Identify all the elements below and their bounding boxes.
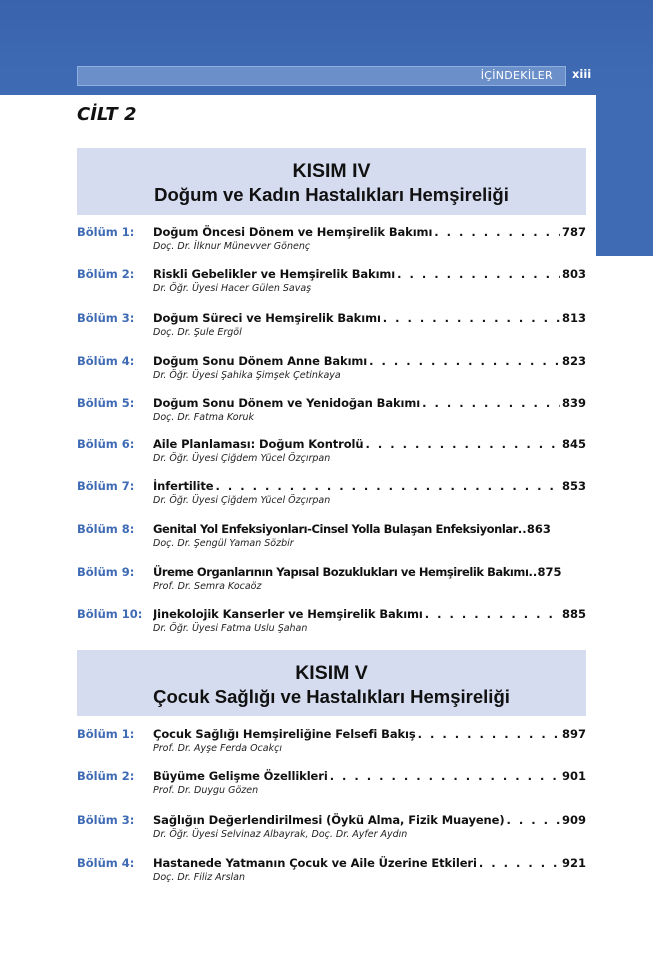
chapter-label: Bölüm 5:: [77, 396, 135, 410]
header-label: İÇİNDEKİLER: [480, 69, 553, 82]
dot-leader: [425, 607, 560, 621]
chapter-author: Doç. Dr. Şengül Yaman Sözbir: [153, 538, 294, 549]
chapter-author: Dr. Öğr. Üyesi Fatma Uslu Şahan: [153, 623, 308, 634]
part-title: Çocuk Sağlığı ve Hastalıkları Hemşireliği: [153, 686, 510, 707]
chapter-label: Bölüm 1:: [77, 225, 135, 239]
dot-leader: [434, 225, 560, 239]
chapter-title: Doğum Sonu Dönem ve Yenidoğan Bakımı: [153, 396, 421, 410]
chapter-page: 813: [561, 311, 586, 325]
toc-entry[interactable]: [77, 354, 586, 388]
chapter-page: 853: [561, 479, 586, 493]
chapter-title: Hastanede Yatmanın Çocuk ve Aile Üzerine Etkileri: [153, 856, 477, 870]
chapter-title: Aile Planlaması: Doğum Kontrolü: [153, 437, 364, 451]
chapter-page: 845: [561, 437, 586, 451]
toc-entry[interactable]: [77, 727, 586, 761]
chapter-title: Genital Yol Enfeksiyonları-Cinsel Yolla Bulaşan Enfeksiyonlar: [153, 522, 518, 536]
toc-entry[interactable]: [77, 607, 586, 641]
chapter-page: 787: [561, 225, 586, 239]
dot-leader: [479, 856, 560, 870]
toc-entry[interactable]: [77, 437, 586, 471]
chapter-page: 901: [561, 769, 586, 783]
dot-leader: [397, 267, 560, 281]
dot-leader: [369, 354, 560, 368]
chapter-label: Bölüm 4:: [77, 354, 135, 368]
toc-entry[interactable]: [77, 479, 586, 513]
toc-entry[interactable]: [77, 769, 586, 803]
part-title: Doğum ve Kadın Hastalıkları Hemşireliği: [154, 184, 509, 205]
dot-leader: [215, 479, 560, 493]
chapter-label: Bölüm 4:: [77, 856, 135, 870]
chapter-label: Bölüm 1:: [77, 727, 135, 741]
chapter-title: Sağlığın Değerlendirilmesi (Öykü Alma, Fizik Muayene): [153, 813, 505, 827]
chapter-title: Riskli Gebelikler ve Hemşirelik Bakımı: [153, 267, 396, 281]
chapter-title: Doğum Öncesi Dönem ve Hemşirelik Bakımı: [153, 225, 433, 239]
chapter-author: Dr. Öğr. Üyesi Selvinaz Albayrak, Doç. Dr. Ayfer Aydın: [153, 829, 408, 840]
toc-entry[interactable]: [77, 856, 586, 890]
chapter-page: 863: [526, 522, 551, 536]
chapter-author: Dr. Öğr. Üyesi Çiğdem Yücel Özçırpan: [153, 495, 331, 506]
part-heading-v: [77, 650, 586, 716]
chapter-page: 839: [561, 396, 586, 410]
chapter-author: Prof. Dr. Duygu Gözen: [153, 785, 259, 796]
chapter-page: 909: [561, 813, 586, 827]
dot-leader: [422, 396, 560, 410]
dot-leader: [383, 311, 560, 325]
dot-leader: [366, 437, 560, 451]
chapter-title: Büyüme Gelişme Özellikleri: [153, 769, 328, 783]
chapter-label: Bölüm 2:: [77, 267, 135, 281]
chapter-title: Doğum Süreci ve Hemşirelik Bakımı: [153, 311, 381, 325]
toc-entry[interactable]: [77, 522, 586, 556]
volume-title: CİLT 2: [77, 104, 137, 125]
chapter-author: Doç. Dr. Filiz Arslan: [153, 872, 246, 883]
dot-leader: [418, 727, 560, 741]
toc-entry[interactable]: [77, 565, 586, 599]
page-number: xiii: [572, 67, 592, 81]
toc-entry[interactable]: [77, 813, 586, 847]
chapter-page: 921: [561, 856, 586, 870]
chapter-label: Bölüm 2:: [77, 769, 135, 783]
chapter-author: Dr. Öğr. Üyesi Çiğdem Yücel Özçırpan: [153, 453, 331, 464]
chapter-author: Doç. Dr. İlknur Münevver Gönenç: [153, 241, 311, 252]
dot-leader: [518, 522, 527, 536]
running-header: [77, 66, 566, 86]
dot-leader: [330, 769, 560, 783]
chapter-label: Bölüm 8:: [77, 522, 135, 536]
chapter-author: Prof. Dr. Ayşe Ferda Ocakçı: [153, 743, 282, 754]
side-tab: [596, 95, 653, 256]
chapter-label: Bölüm 9:: [77, 565, 135, 579]
chapter-label: Bölüm 6:: [77, 437, 135, 451]
chapter-author: Doç. Dr. Şule Ergöl: [153, 327, 242, 338]
chapter-title: Üreme Organlarının Yapısal Bozuklukları ve Hemşirelik Bakımı: [153, 565, 529, 579]
chapter-label: Bölüm 3:: [77, 813, 135, 827]
chapter-author: Dr. Öğr. Üyesi Hacer Gülen Savaş: [153, 283, 312, 294]
chapter-title: İnfertilite: [153, 479, 214, 493]
chapter-title: Çocuk Sağlığı Hemşireliğine Felsefi Bakış: [153, 727, 416, 741]
toc-entry[interactable]: [77, 396, 586, 430]
dot-leader: [507, 813, 560, 827]
chapter-author: Prof. Dr. Semra Kocaöz: [153, 581, 262, 592]
chapter-title: Jinekolojik Kanserler ve Hemşirelik Bakımı: [153, 607, 423, 621]
chapter-label: Bölüm 3:: [77, 311, 135, 325]
chapter-page: 803: [561, 267, 586, 281]
chapter-label: Bölüm 10:: [77, 607, 143, 621]
part-number: KISIM V: [295, 662, 368, 684]
chapter-page: 875: [537, 565, 562, 579]
toc-entry[interactable]: [77, 267, 586, 301]
toc-entry[interactable]: [77, 311, 586, 345]
chapter-page: 897: [561, 727, 586, 741]
part-heading-iv: [77, 148, 586, 215]
chapter-label: Bölüm 7:: [77, 479, 135, 493]
part-number: KISIM IV: [292, 160, 371, 182]
toc-entry[interactable]: [77, 225, 586, 259]
chapter-author: Dr. Öğr. Üyesi Şahika Şimşek Çetinkaya: [153, 370, 341, 381]
dot-leader: [528, 565, 537, 579]
chapter-author: Doç. Dr. Fatma Koruk: [153, 412, 255, 423]
chapter-page: 885: [561, 607, 586, 621]
chapter-title: Doğum Sonu Dönem Anne Bakımı: [153, 354, 368, 368]
chapter-page: 823: [561, 354, 586, 368]
